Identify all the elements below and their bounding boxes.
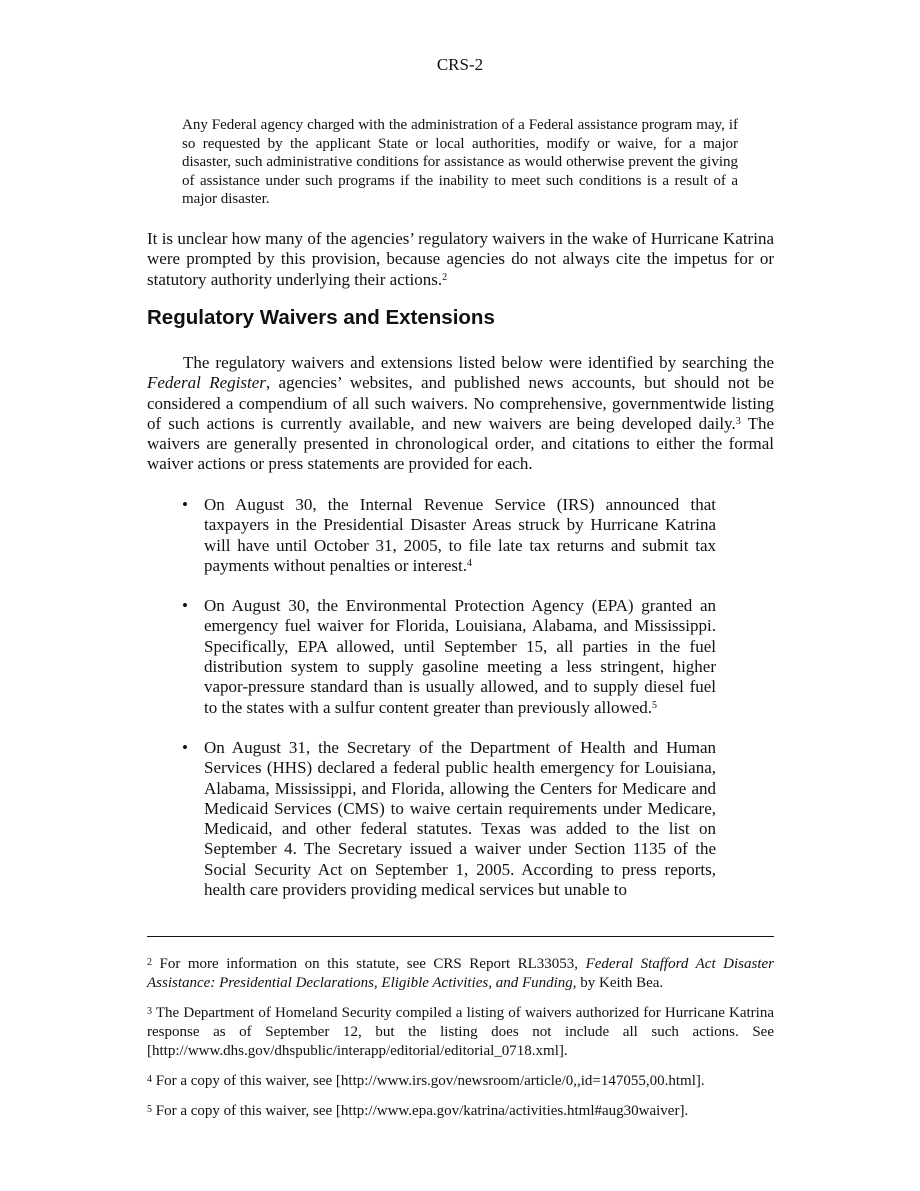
list-item-irs-waiver bbox=[182, 495, 716, 576]
footnote-4 bbox=[147, 1072, 774, 1091]
paragraph-text: It is unclear how many of the agencies’ regulatory waivers in the wake of Hurricane Katrina were prompted by this provision, because agencies do not always cite the impetus for or statutory authority underlying their actions. bbox=[147, 229, 774, 289]
list-item-text: On August 30, the Internal Revenue Service (IRS) announced that taxpayers in the Presidential Disaster Areas struck by Hurricane Katrina will have until October 31, 2005, to file late tax returns and submit tax payments without penalties or interest. bbox=[204, 495, 716, 575]
footnote-number: 5 bbox=[147, 1104, 152, 1115]
footnote-text: For a copy of this waiver, see [http://www.irs.gov/newsroom/article/0,,id=147055,00.html]. bbox=[152, 1073, 705, 1089]
report-title: Federal Stafford Act Disaster Assistance: Presidential Declarations, Eligible Activities, and Funding bbox=[147, 956, 774, 991]
footnote-number: 2 bbox=[147, 957, 152, 968]
federal-register-title: Federal Register bbox=[147, 373, 266, 393]
bullet-icon: • bbox=[182, 495, 188, 514]
paragraph-text: , agencies’ websites, and published news accounts, but should not be considered a compendium of all such waivers. No comprehensive, governmentwide listing of such actions is currently available, and new waivers are being developed daily. bbox=[147, 373, 774, 433]
footnote-number: 3 bbox=[147, 1006, 152, 1017]
footnote-text: , by Keith Bea. bbox=[572, 975, 664, 991]
footnote-text: For a copy of this waiver, see [http://www.epa.gov/katrina/activities.html#aug30waiver]. bbox=[152, 1103, 689, 1119]
footnote-number: 4 bbox=[147, 1074, 152, 1085]
bullet-icon: • bbox=[182, 596, 188, 616]
footnotes-section bbox=[147, 955, 774, 1132]
footnote-3 bbox=[147, 1004, 774, 1061]
block-quote: Any Federal agency charged with the administration of a Federal assistance program may, if so requested by the applicant State or local authorities, modify or waive, for a major disaster, such administrative conditions for assistance as would otherwise prevent the giving of assistance under such programs if the inability to meet such conditions is a result of a major disaster. bbox=[182, 117, 738, 207]
footnote-ref-4[interactable]: 4 bbox=[466, 557, 472, 569]
section-heading: Regulatory Waivers and Extensions bbox=[147, 306, 495, 329]
footnote-ref-5[interactable]: 5 bbox=[652, 699, 658, 711]
footnote-ref-3[interactable]: 3 bbox=[735, 415, 741, 427]
paragraph-text: The waivers are generally presented in chronological order, and citations to either the formal waiver actions or press statements are provided for each. bbox=[147, 413, 774, 474]
waiver-list bbox=[182, 495, 716, 920]
list-item-text: On August 31, the Secretary of the Department of Health and Human Services (HHS) declared a federal public health emergency for Louisiana, Alabama, Mississippi, and Florida, allowing the Centers for Medicare and Medicaid Services (CMS) to waive certain requirements under Medicare, Medicaid, and other federal statutes. Texas was added to the list on September 4. The Secretary issued a waiver under Section 1135 of the Social Security Act on September 1, 2005. According to press reports, health care providers providing medical services but unable to bbox=[204, 737, 716, 900]
paragraph-text: The regulatory waivers and extensions listed below were identified by searching the bbox=[183, 353, 774, 372]
footnote-text: The Department of Homeland Security compiled a listing of waivers authorized for Hurricane Katrina response as of September 12, but the listing does not include all such actions. See [http://www.dhs.gov/dhspublic/interapp/editorial/editorial_0718.xml]. bbox=[147, 1005, 774, 1059]
list-item-epa-waiver bbox=[182, 596, 716, 718]
list-item-hhs-waiver bbox=[182, 738, 716, 900]
footnote-text: For more information on this statute, see CRS Report RL33053, bbox=[152, 956, 586, 972]
footnote-2 bbox=[147, 955, 774, 993]
footnote-divider bbox=[147, 936, 774, 937]
footnote-5 bbox=[147, 1102, 774, 1121]
list-item-text: On August 30, the Environmental Protection Agency (EPA) granted an emergency fuel waiver for Florida, Louisiana, Alabama, and Mississippi. Specifically, EPA allowed, until September 15, all parties in the fuel distribution system to supply gasoline meeting a less stringent, higher vapor-pressure standard than is usually allowed, and to supply diesel fuel to the states with a sulfur content greater than previously allowed. bbox=[204, 596, 716, 717]
paragraph-statutory-authority bbox=[147, 229, 774, 290]
page-number-header: CRS-2 bbox=[436, 55, 484, 74]
bullet-icon: • bbox=[182, 737, 188, 757]
paragraph-waivers-intro bbox=[147, 353, 774, 475]
footnote-ref-2[interactable]: 2 bbox=[442, 271, 448, 283]
